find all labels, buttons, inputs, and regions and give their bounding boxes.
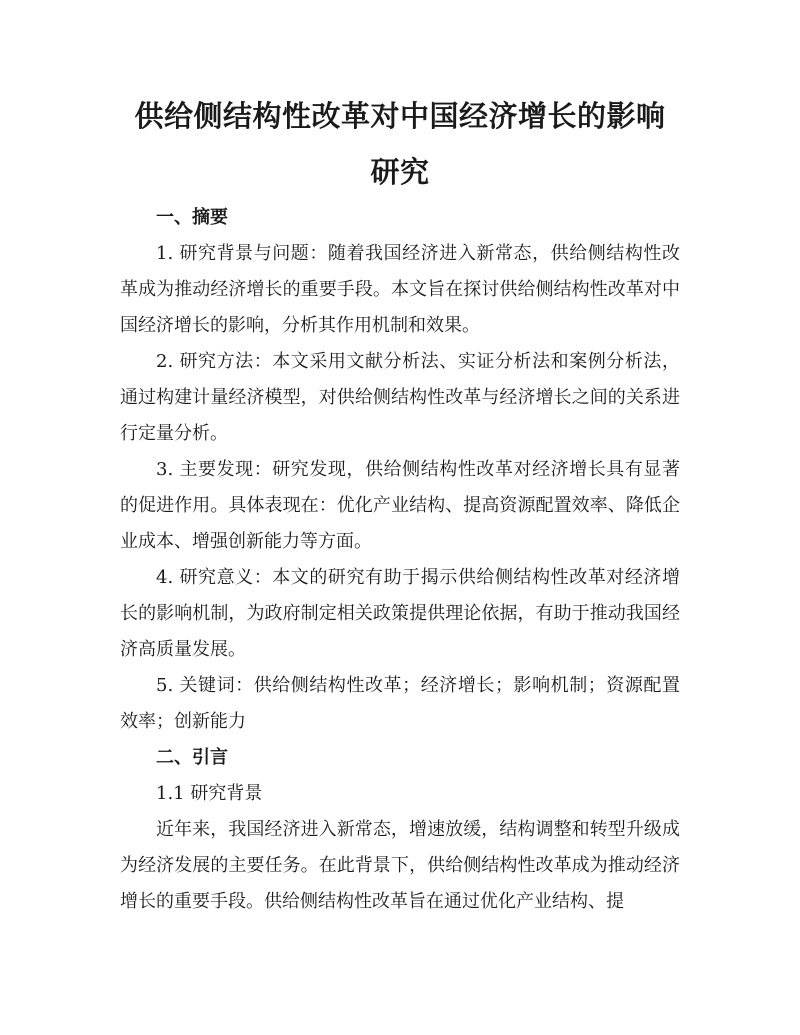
abstract-item-background: 1. 研究背景与问题：随着我国经济进入新常态，供给侧结构性改革成为推动经济增长的重要手段。本文旨在探讨供给侧结构性改革对中国经济增长的影响，分析其作用机制和效果。 xyxy=(120,243,680,336)
abstract-item-keywords: 5. 关键词：供给侧结构性改革；经济增长；影响机制；资源配置效率；创新能力 xyxy=(120,675,680,732)
document-page xyxy=(120,88,680,920)
document-title: 供给侧结构性改革对中国经济增长的影响研究 xyxy=(134,99,666,189)
introduction-paragraph: 近年来，我国经济进入新常态，增速放缓，结构调整和转型升级成为经济发展的主要任务。在此背景下，供给侧结构性改革成为推动经济增长的重要手段。供给侧结构性改革旨在通过优化产业结构、提 xyxy=(120,819,680,912)
abstract-item-method: 2. 研究方法：本文采用文献分析法、实证分析法和案例分析法，通过构建计量经济模型，对供给侧结构性改革与经济增长之间的关系进行定量分析。 xyxy=(120,351,680,444)
introduction-heading: 二、引言 xyxy=(156,747,228,768)
abstract-item-findings: 3. 主要发现：研究发现，供给侧结构性改革对经济增长具有显著的促进作用。具体表现在：优化产业结构、提高资源配置效率、降低企业成本、增强创新能力等方面。 xyxy=(120,459,680,552)
abstract-heading: 一、摘要 xyxy=(156,207,228,228)
subsection-heading-background: 1.1 研究背景 xyxy=(156,783,263,804)
abstract-item-significance: 4. 研究意义：本文的研究有助于揭示供给侧结构性改革对经济增长的影响机制，为政府制定相关政策提供理论依据，有助于推动我国经济高质量发展。 xyxy=(120,567,680,660)
